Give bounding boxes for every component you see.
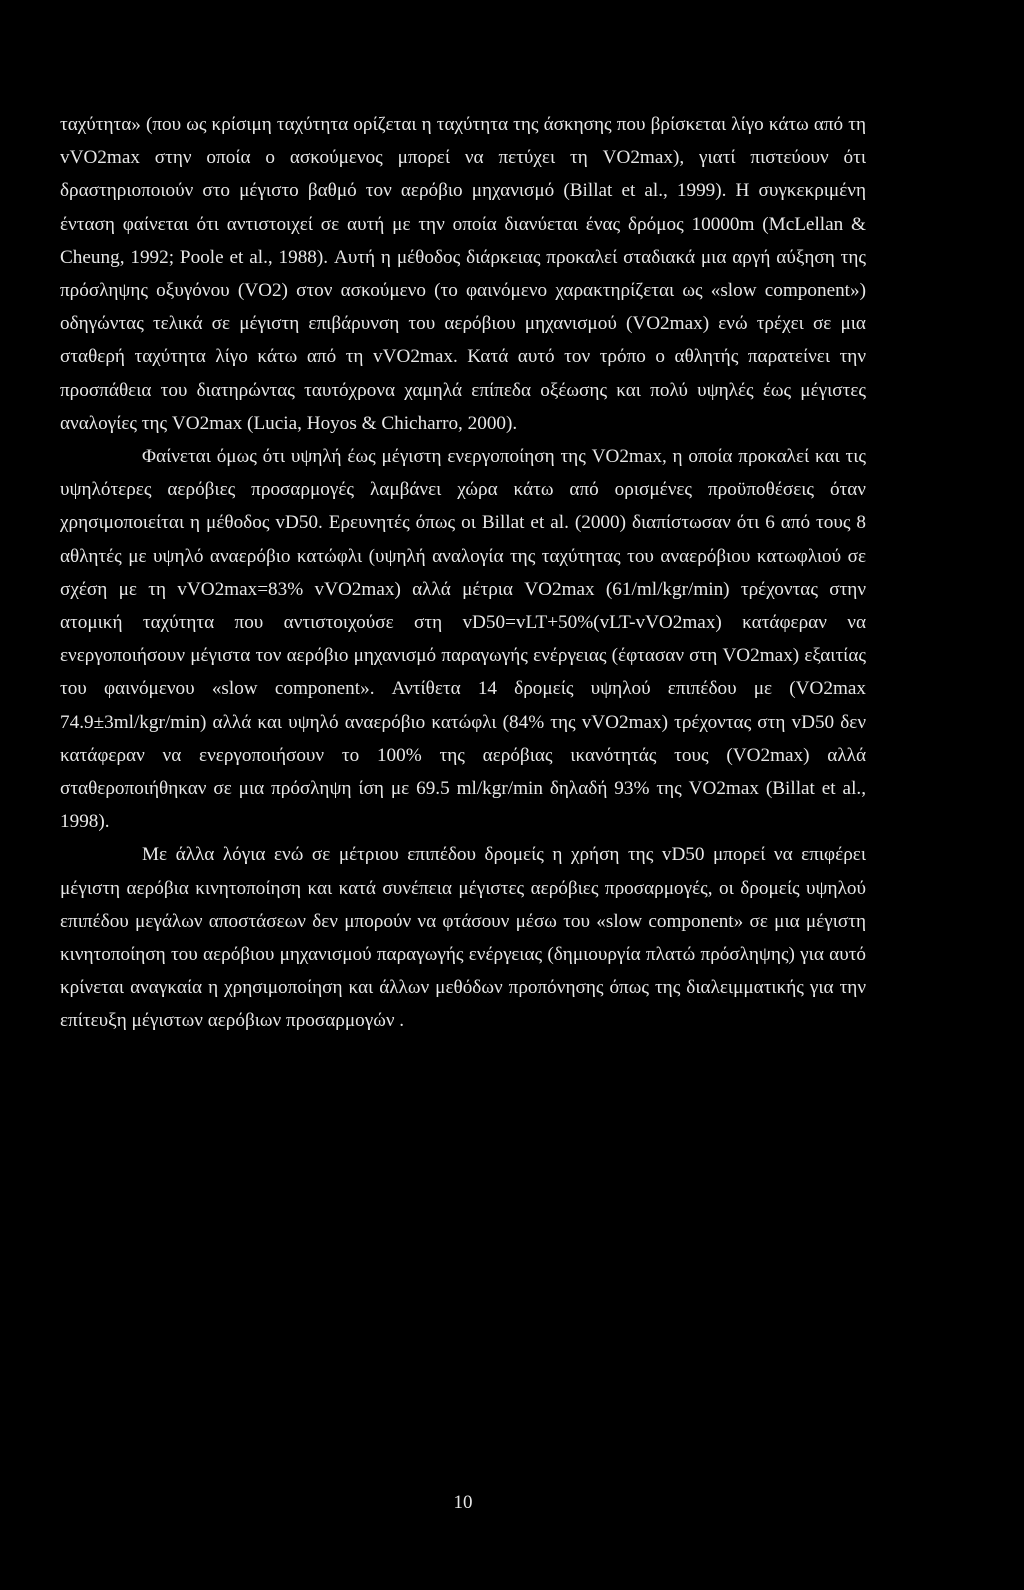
paragraph-1: ταχύτητα» (που ως κρίσιμη ταχύτητα ορίζεται η ταχύτητα της άσκησης που βρίσκεται λίγο κάτω από τη vVO2max στην οποία ο ασκούμενος μπορεί να πετύχει τη VO2max), γιατί πιστεύουν ότι δραστηριοποιούν στο μέγιστο βαθμό τον αερόβιο μηχανισμό (Billat et al., 1999). Η συγκεκριμένη ένταση φαίνεται ότι αντιστοιχεί σε αυτή με την οποία διανύεται ένας δρόμος 10000m (McLellan & Cheung, 1992; Poole et al., 1988). Αυτή η μέθοδος διάρκειας προκαλεί σταδιακά μια αργή αύξηση της πρόσληψης οξυγόνου (VO2) στον ασκούμενο (το φαινόμενο χαρακτηρίζεται ως «slow component») οδηγώντας τελικά σε μέγιστη επιβάρυνση του αερόβιου μηχανισμού (VO2max) ενώ τρέχει σε μια σταθερή ταχύτητα λίγο κάτω από τη vVO2max. Κατά αυτό τον τρόπο ο αθλητής παρατείνει την προσπάθεια του διατηρώντας ταυτόχρονα χαμηλά επίπεδα οξέωσης και πολύ υψηλές έως μέγιστες αναλογίες της VO2max (Lucia, Hoyos & Chicharro, 2000). — [60, 114, 866, 434]
document-body — [60, 108, 866, 1038]
paragraph-3: Με άλλα λόγια ενώ σε μέτριου επιπέδου δρομείς η χρήση της vD50 μπορεί να επιφέρει μέγιστη αερόβια κινητοποίηση και κατά συνέπεια μέγιστες αερόβιες προσαρμογές, οι δρομείς υψηλού επιπέδου μεγάλων αποστάσεων δεν μπορούν να φτάσουν μέσω του «slow component» σε μια μέγιστη κινητοποίηση του αερόβιου μηχανισμού παραγωγής ενέργειας (δημιουργία πλατώ πρόσληψης) για αυτό κρίνεται αναγκαία η χρησιμοποίηση και άλλων μεθόδων προπόνησης όπως της διαλειμματικής για την επίτευξη μέγιστων αερόβιων προσαρμογών . — [60, 844, 866, 1032]
paragraph-2: Φαίνεται όμως ότι υψηλή έως μέγιστη ενεργοποίηση της VO2max, η οποία προκαλεί και τις υψηλότερες αερόβιες προσαρμογές λαμβάνει χώρα κάτω από ορισμένες προϋποθέσεις όταν χρησιμοποιείται η μέθοδος vD50. Ερευνητές όπως οι Billat et al. (2000) διαπίστωσαν ότι 6 από τους 8 αθλητές με υψηλό αναερόβιο κατώφλι (υψηλή αναλογία της ταχύτητας του αναερόβιου κατωφλιού σε σχέση με τη vVO2max=83% vVO2max) αλλά μέτρια VO2max (61/ml/kgr/min) τρέχοντας στην ατομική ταχύτητα που αντιστοιχούσε στη vD50=vLT+50%(vLT-vVO2max) κατάφεραν να ενεργοποιήσουν μέγιστα τον αερόβιο μηχανισμό παραγωγής ενέργειας (έφτασαν στη VO2max) εξαιτίας του φαινόμενου «slow component». Αντίθετα 14 δρομείς υψηλού επιπέδου με (VO2max 74.9±3ml/kgr/min) αλλά και υψηλό αναερόβιο κατώφλι (84% της vVO2max) τρέχοντας στη vD50 δεν κατάφεραν να ενεργοποιήσουν το 100% της αερόβιας ικανότητάς τους (VO2max) αλλά σταθεροποιήθηκαν σε μια πρόσληψη ίση με 69.5 ml/kgr/min δηλαδή 93% της VO2max (Billat et al., 1998). — [60, 446, 866, 833]
page-number: 10 — [453, 1492, 473, 1513]
